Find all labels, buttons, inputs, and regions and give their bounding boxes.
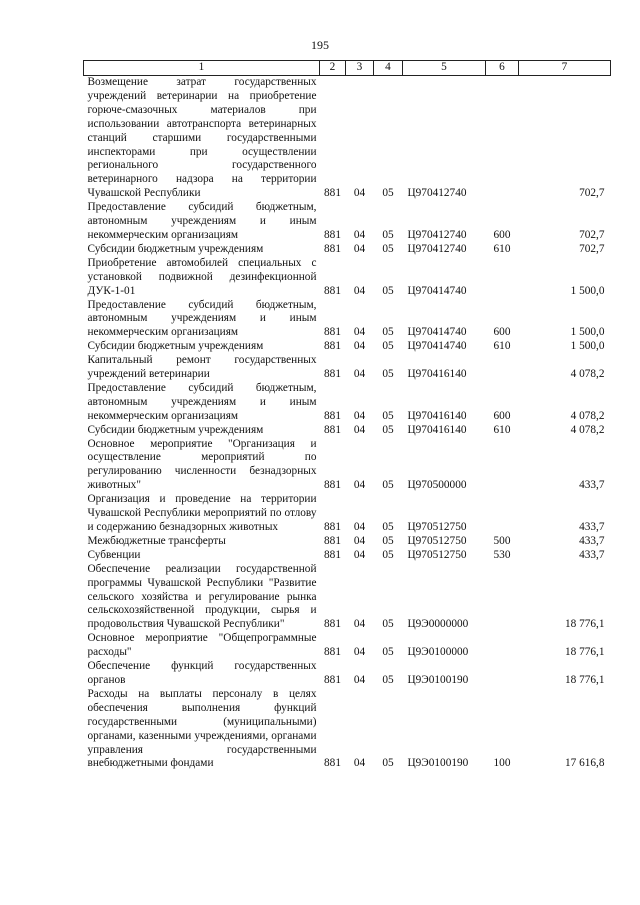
row-csr: Ц970500000 [407, 479, 467, 492]
row-gr: 881 [324, 409, 341, 422]
row-gr: 881 [324, 228, 341, 241]
header-col-3: 3 [346, 61, 374, 76]
header-col-1: 1 [84, 61, 320, 76]
row-rz: 04 [353, 340, 366, 353]
row-sum: 17 616,8 [564, 757, 605, 770]
row-vr: 600 [493, 326, 511, 339]
row-csr: Ц970414740 [407, 326, 467, 339]
row-name: Приобретение автомобилей специальных с установкой подвижной дезинфекционной ДУК-1-01 [87, 256, 317, 297]
table-row [84, 299, 611, 341]
row-sum: 18 776,1 [564, 646, 605, 659]
row-name: Предоставление субсидий бюджетным, автономным учреждениям и иным некоммерческим организациям [87, 381, 317, 422]
row-sum: 702,7 [579, 228, 605, 241]
row-pr: 05 [382, 618, 394, 631]
row-csr: Ц970414740 [407, 284, 467, 297]
row-pr: 05 [382, 326, 394, 339]
row-rz: 04 [353, 423, 366, 436]
table-row [84, 563, 611, 633]
row-vr: 500 [493, 534, 511, 547]
row-vr: 600 [493, 228, 511, 241]
row-gr: 881 [324, 479, 341, 492]
table-row [84, 354, 611, 382]
row-csr: Ц9Э0100190 [407, 673, 469, 686]
row-gr: 881 [324, 548, 341, 561]
row-pr: 05 [382, 548, 394, 561]
row-rz: 04 [353, 521, 366, 533]
row-rz: 04 [353, 479, 366, 492]
row-vr [486, 438, 519, 494]
header-col-7: 7 [519, 61, 611, 76]
row-sum: 702,7 [579, 242, 605, 255]
row-csr: Ц970512750 [407, 534, 467, 547]
row-csr: Ц9Э0100190 [407, 757, 469, 770]
table-row [84, 257, 611, 299]
header-row [84, 61, 611, 76]
row-sum: 1 500,0 [570, 326, 605, 339]
row-pr: 05 [382, 673, 394, 686]
row-sum: 4 078,2 [570, 368, 605, 381]
row-name: Основное мероприятие "Организация и осуществление мероприятий по регулированию численности безнадзорных животных" [87, 437, 317, 492]
row-vr: 610 [493, 242, 511, 255]
row-vr [486, 493, 519, 535]
row-gr: 881 [324, 368, 341, 381]
table-row [84, 76, 611, 202]
row-sum: 433,7 [579, 521, 605, 533]
row-name: Субсидии бюджетным учреждениям [87, 242, 264, 255]
row-vr [486, 632, 519, 660]
row-sum: 702,7 [579, 187, 605, 200]
row-gr: 881 [324, 187, 341, 200]
row-csr: Ц970416140 [407, 423, 467, 436]
row-pr: 05 [382, 534, 394, 547]
row-name: Капитальный ремонт государственных учреждений ветеринарии [87, 354, 317, 381]
row-gr: 881 [324, 521, 341, 533]
row-csr: Ц970512750 [407, 548, 467, 561]
row-rz: 04 [353, 757, 366, 770]
row-pr: 05 [382, 521, 394, 533]
row-gr: 881 [324, 284, 341, 297]
row-pr: 05 [382, 646, 394, 659]
table-row [84, 382, 611, 424]
row-vr [486, 660, 519, 688]
table-row [84, 201, 611, 243]
row-pr: 05 [382, 423, 394, 436]
row-rz: 04 [353, 242, 366, 255]
row-gr: 881 [324, 340, 341, 353]
row-name: Возмещение затрат государственных учреждений ветеринарии на приобретение горюче-смазочных материалов при использовании автотранспорта ветеринарных станций старшими государственными инспекторами при осуществлении регионального государственного ветеринарного надзора на территории Чувашской Республики [87, 76, 317, 200]
row-pr: 05 [382, 187, 394, 200]
row-pr: 05 [382, 340, 394, 353]
row-pr: 05 [382, 409, 394, 422]
table-row [84, 660, 611, 688]
row-csr: Ц970416140 [407, 368, 467, 381]
row-pr: 05 [382, 368, 394, 381]
row-pr: 05 [382, 479, 394, 492]
header-col-5: 5 [403, 61, 486, 76]
header-col-2: 2 [320, 61, 346, 76]
row-sum: 433,7 [579, 548, 605, 561]
row-csr: Ц9Э0000000 [407, 618, 469, 631]
row-name: Субсидии бюджетным учреждениям [87, 423, 264, 436]
row-rz: 04 [353, 228, 366, 241]
row-sum: 433,7 [579, 479, 605, 492]
row-sum: 18 776,1 [564, 618, 605, 631]
row-name: Расходы на выплаты персоналу в целях обеспечения выполнения функций государственными (муниципальными) органами, казенными учреждениями, органами управления государственными внебюджетными фондами [87, 687, 317, 770]
row-name: Предоставление субсидий бюджетным, автономным учреждениям и иным некоммерческим организациям [87, 298, 317, 339]
header-col-6: 6 [486, 61, 519, 76]
row-csr: Ц970414740 [407, 340, 467, 353]
row-name: Субсидии бюджетным учреждениям [87, 340, 264, 353]
row-rz: 04 [353, 368, 366, 381]
row-gr: 881 [324, 646, 341, 659]
row-sum: 1 500,0 [570, 284, 605, 297]
row-name: Обеспечение реализации государственной программы Чувашской Республики "Развитие сельского хозяйства и регулирование рынка сельскохозяйственной продукции, сырья и продовольствия Чувашской Республики" [87, 562, 317, 631]
row-rz: 04 [353, 187, 366, 200]
row-name: Основное мероприятие "Общепрограммные расходы" [87, 632, 317, 659]
table-row [84, 243, 611, 257]
row-gr: 881 [324, 534, 341, 547]
row-name: Предоставление субсидий бюджетным, автономным учреждениям и иным некоммерческим организациям [87, 201, 317, 241]
row-csr: Ц970512750 [407, 521, 467, 533]
row-vr [486, 563, 519, 633]
row-rz: 04 [353, 673, 366, 686]
row-gr: 881 [324, 618, 341, 631]
row-rz: 04 [353, 534, 366, 547]
row-gr: 881 [324, 673, 341, 686]
row-vr: 600 [493, 409, 511, 422]
row-sum: 1 500,0 [570, 340, 605, 353]
row-vr: 100 [493, 757, 511, 770]
row-vr [486, 354, 519, 382]
row-vr: 610 [493, 340, 511, 353]
row-csr: Ц970412740 [407, 242, 467, 255]
row-vr: 530 [493, 548, 511, 561]
row-rz: 04 [353, 548, 366, 561]
table-row [84, 549, 611, 563]
row-gr: 881 [324, 757, 341, 770]
table-row [84, 688, 611, 771]
page-number: 195 [311, 38, 329, 52]
budget-table [83, 60, 611, 771]
row-csr: Ц970412740 [407, 187, 467, 200]
row-gr: 881 [324, 242, 341, 255]
row-vr: 610 [493, 423, 511, 436]
row-pr: 05 [382, 228, 394, 241]
row-sum: 433,7 [579, 534, 605, 547]
table-row [84, 493, 611, 535]
row-csr: Ц9Э0100000 [407, 646, 469, 659]
row-name: Субвенции [87, 548, 141, 561]
table-row [84, 438, 611, 494]
row-sum: 4 078,2 [570, 423, 605, 436]
row-pr: 05 [382, 242, 394, 255]
row-name: Организация и проведение на территории Чувашской Республики мероприятий по отлову и содержанию безнадзорных животных [87, 493, 317, 533]
table-row [84, 424, 611, 438]
row-vr [486, 257, 519, 299]
row-name: Межбюджетные трансферты [87, 534, 226, 547]
row-vr [486, 76, 519, 202]
row-rz: 04 [353, 618, 366, 631]
row-sum: 4 078,2 [570, 409, 605, 422]
row-pr: 05 [382, 757, 394, 770]
row-pr: 05 [382, 284, 394, 297]
table-row [84, 535, 611, 549]
table-row [84, 632, 611, 660]
table-header [84, 61, 611, 76]
row-csr: Ц970412740 [407, 228, 467, 241]
row-sum: 18 776,1 [564, 673, 605, 686]
row-name: Обеспечение функций государственных органов [87, 660, 317, 686]
table-row [84, 340, 611, 354]
row-rz: 04 [353, 409, 366, 422]
row-csr: Ц970416140 [407, 409, 467, 422]
row-gr: 881 [324, 423, 341, 436]
row-rz: 04 [353, 284, 366, 297]
row-rz: 04 [353, 646, 366, 659]
header-col-4: 4 [374, 61, 403, 76]
row-rz: 04 [353, 326, 366, 339]
row-gr: 881 [324, 326, 341, 339]
table-body [84, 76, 611, 772]
